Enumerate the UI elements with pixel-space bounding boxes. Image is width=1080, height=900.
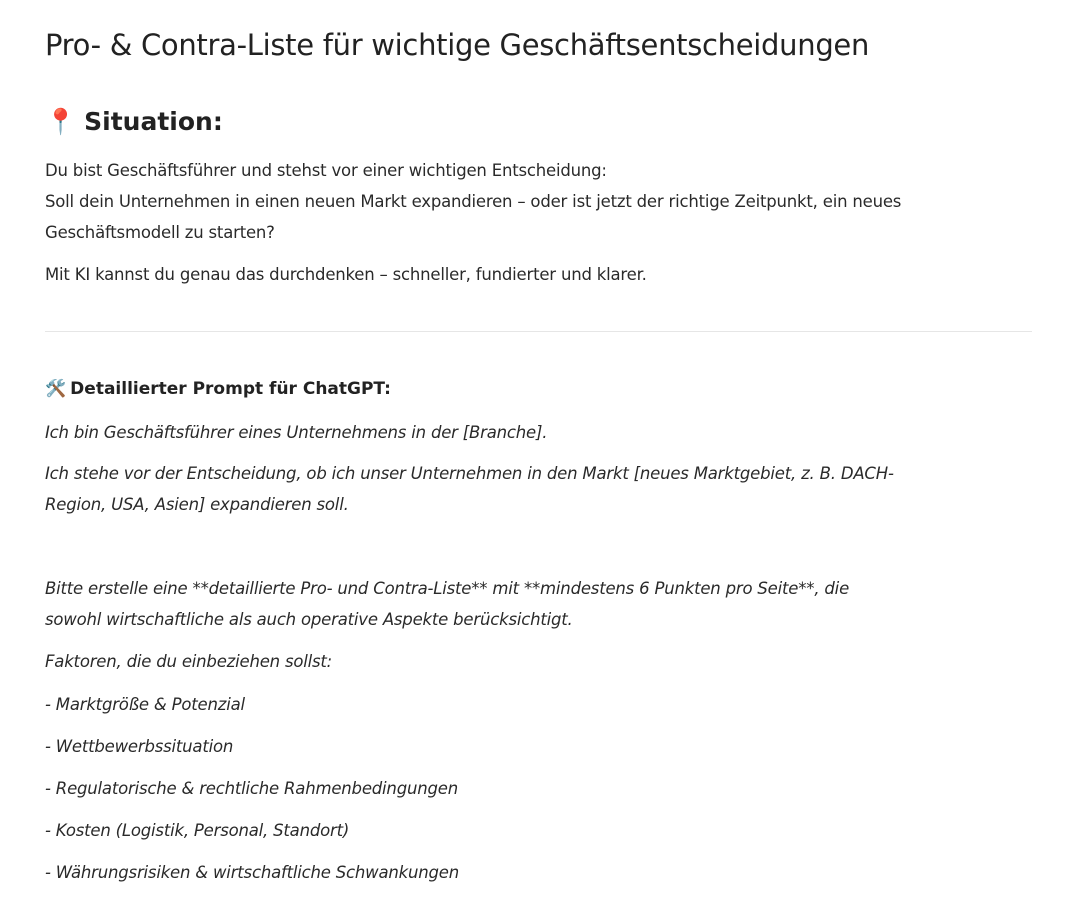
situation-heading-text: Situation: bbox=[84, 107, 223, 136]
factor-item: - Währungsrisiken & wirtschaftliche Schwankungen bbox=[45, 863, 459, 882]
pushpin-icon: 📍 bbox=[45, 107, 77, 136]
situation-summary: Mit KI kannst du genau das durchdenken – schneller, fundierter und klarer. bbox=[45, 265, 647, 284]
factor-item: - Kosten (Logistik, Personal, Standort) bbox=[45, 821, 350, 840]
factor-item: - Wettbewerbssituation bbox=[45, 737, 234, 756]
prompt-line: Ich bin Geschäftsführer eines Unternehmens in der [Branche]. bbox=[45, 423, 548, 442]
situation-line: Geschäftsmodell zu starten? bbox=[45, 223, 275, 242]
prompt-line: Faktoren, die du einbeziehen sollst: bbox=[45, 652, 333, 671]
prompt-heading-text: Detaillierter Prompt für ChatGPT: bbox=[70, 379, 391, 399]
factor-item: - Marktgröße & Potenzial bbox=[45, 695, 245, 714]
situation-line: Soll dein Unternehmen in einen neuen Markt expandieren – oder ist jetzt der richtige Zeitpunkt, ein neues bbox=[45, 192, 902, 211]
prompt-line: Ich stehe vor der Entscheidung, ob ich unser Unternehmen in den Markt [neues Marktgebiet, z. B. DACH- bbox=[45, 464, 894, 483]
situation-line: Du bist Geschäftsführer und stehst vor einer wichtigen Entscheidung: bbox=[45, 161, 607, 180]
hammer-wrench-icon: 🛠️ bbox=[45, 379, 67, 399]
divider bbox=[45, 331, 1032, 332]
factor-item: - Regulatorische & rechtliche Rahmenbedingungen bbox=[45, 779, 458, 798]
prompt-line: Bitte erstelle eine **detaillierte Pro- und Contra-Liste** mit **mindestens 6 Punkten pro Seite**, die bbox=[45, 579, 850, 598]
prompt-line: Region, USA, Asien] expandieren soll. bbox=[45, 495, 349, 514]
prompt-heading bbox=[45, 379, 391, 399]
prompt-line: sowohl wirtschaftliche als auch operative Aspekte berücksichtigt. bbox=[45, 610, 573, 629]
situation-heading bbox=[45, 107, 223, 137]
page-title: Pro- & Contra-Liste für wichtige Geschäftsentscheidungen bbox=[45, 28, 870, 62]
